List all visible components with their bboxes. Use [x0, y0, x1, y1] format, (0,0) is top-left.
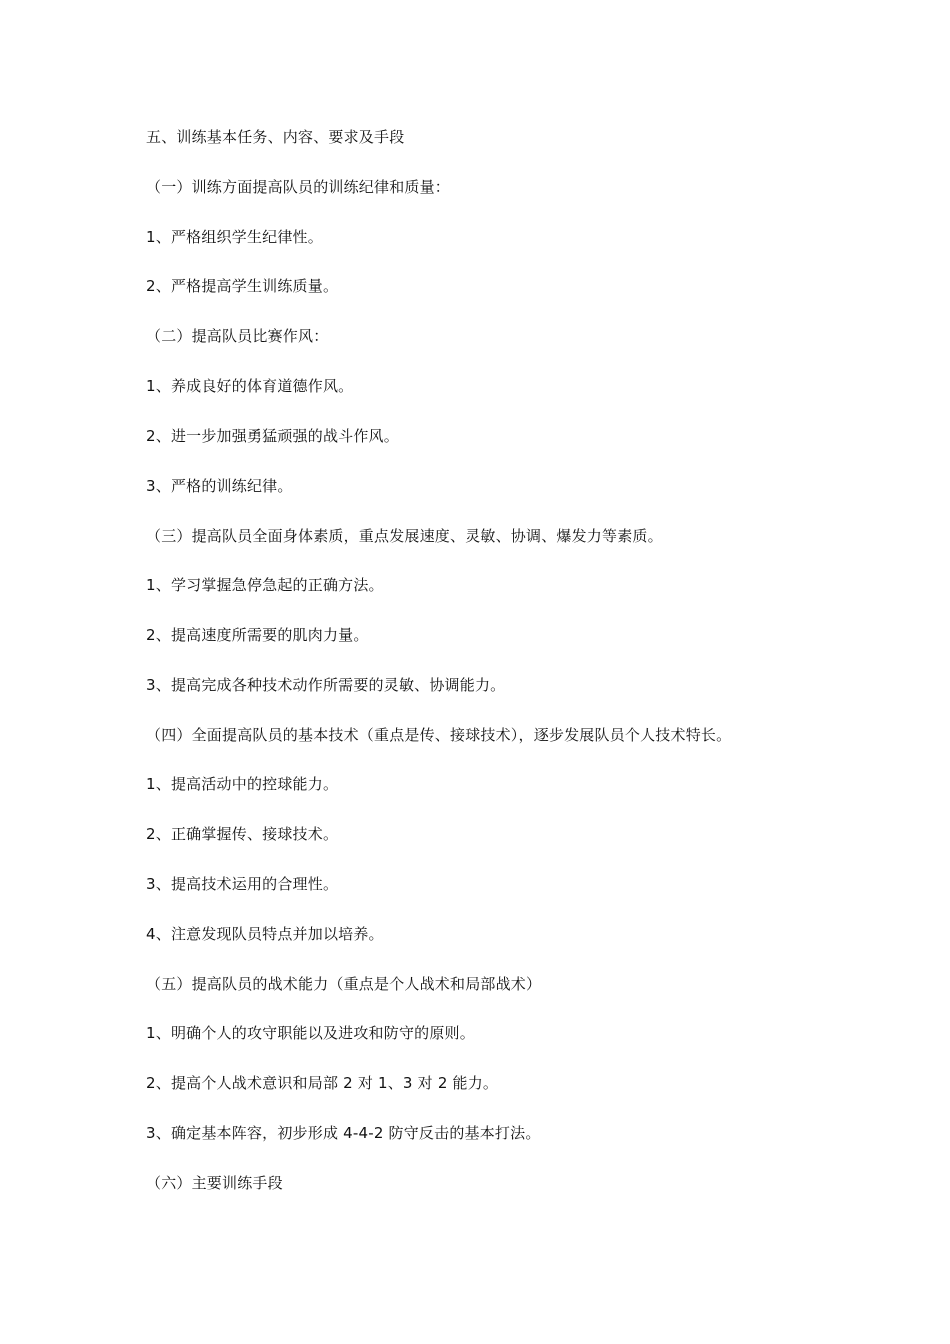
subsection-heading: （五）提高队员的战术能力（重点是个人战术和局部战术） — [146, 975, 542, 993]
list-item: 1、学习掌握急停急起的正确方法。 — [146, 576, 384, 594]
subsection-heading: （一）训练方面提高队员的训练纪律和质量： — [146, 178, 451, 196]
subsection-heading: （六）主要训练手段 — [146, 1174, 283, 1192]
list-item: 4、注意发现队员特点并加以培养。 — [146, 925, 384, 943]
list-item: 3、确定基本阵容，初步形成 4-4-2 防守反击的基本打法。 — [146, 1124, 541, 1142]
list-item: 1、严格组织学生纪律性。 — [146, 228, 323, 246]
list-item: 1、提高活动中的控球能力。 — [146, 775, 339, 793]
list-item: 3、提高完成各种技术动作所需要的灵敏、协调能力。 — [146, 676, 506, 694]
list-item: 1、明确个人的攻守职能以及进攻和防守的原则。 — [146, 1024, 475, 1042]
subsection-heading: （三）提高队员全面身体素质，重点发展速度、灵敏、协调、爆发力等素质。 — [146, 527, 663, 545]
list-item: 2、进一步加强勇猛顽强的战斗作风。 — [146, 427, 399, 445]
list-item: 3、严格的训练纪律。 — [146, 477, 293, 495]
list-item: 2、提高个人战术意识和局部 2 对 1、3 对 2 能力。 — [146, 1074, 499, 1092]
section-heading: 五、训练基本任务、内容、要求及手段 — [146, 128, 405, 146]
subsection-heading: （四）全面提高队员的基本技术（重点是传、接球技术），逐步发展队员个人技术特长。 — [146, 726, 732, 744]
subsection-heading: （二）提高队员比赛作风： — [146, 327, 329, 345]
list-item: 1、养成良好的体育道德作风。 — [146, 377, 354, 395]
list-item: 2、正确掌握传、接球技术。 — [146, 825, 339, 843]
list-item: 2、提高速度所需要的肌肉力量。 — [146, 626, 369, 644]
list-item: 2、严格提高学生训练质量。 — [146, 277, 339, 295]
list-item: 3、提高技术运用的合理性。 — [146, 875, 339, 893]
